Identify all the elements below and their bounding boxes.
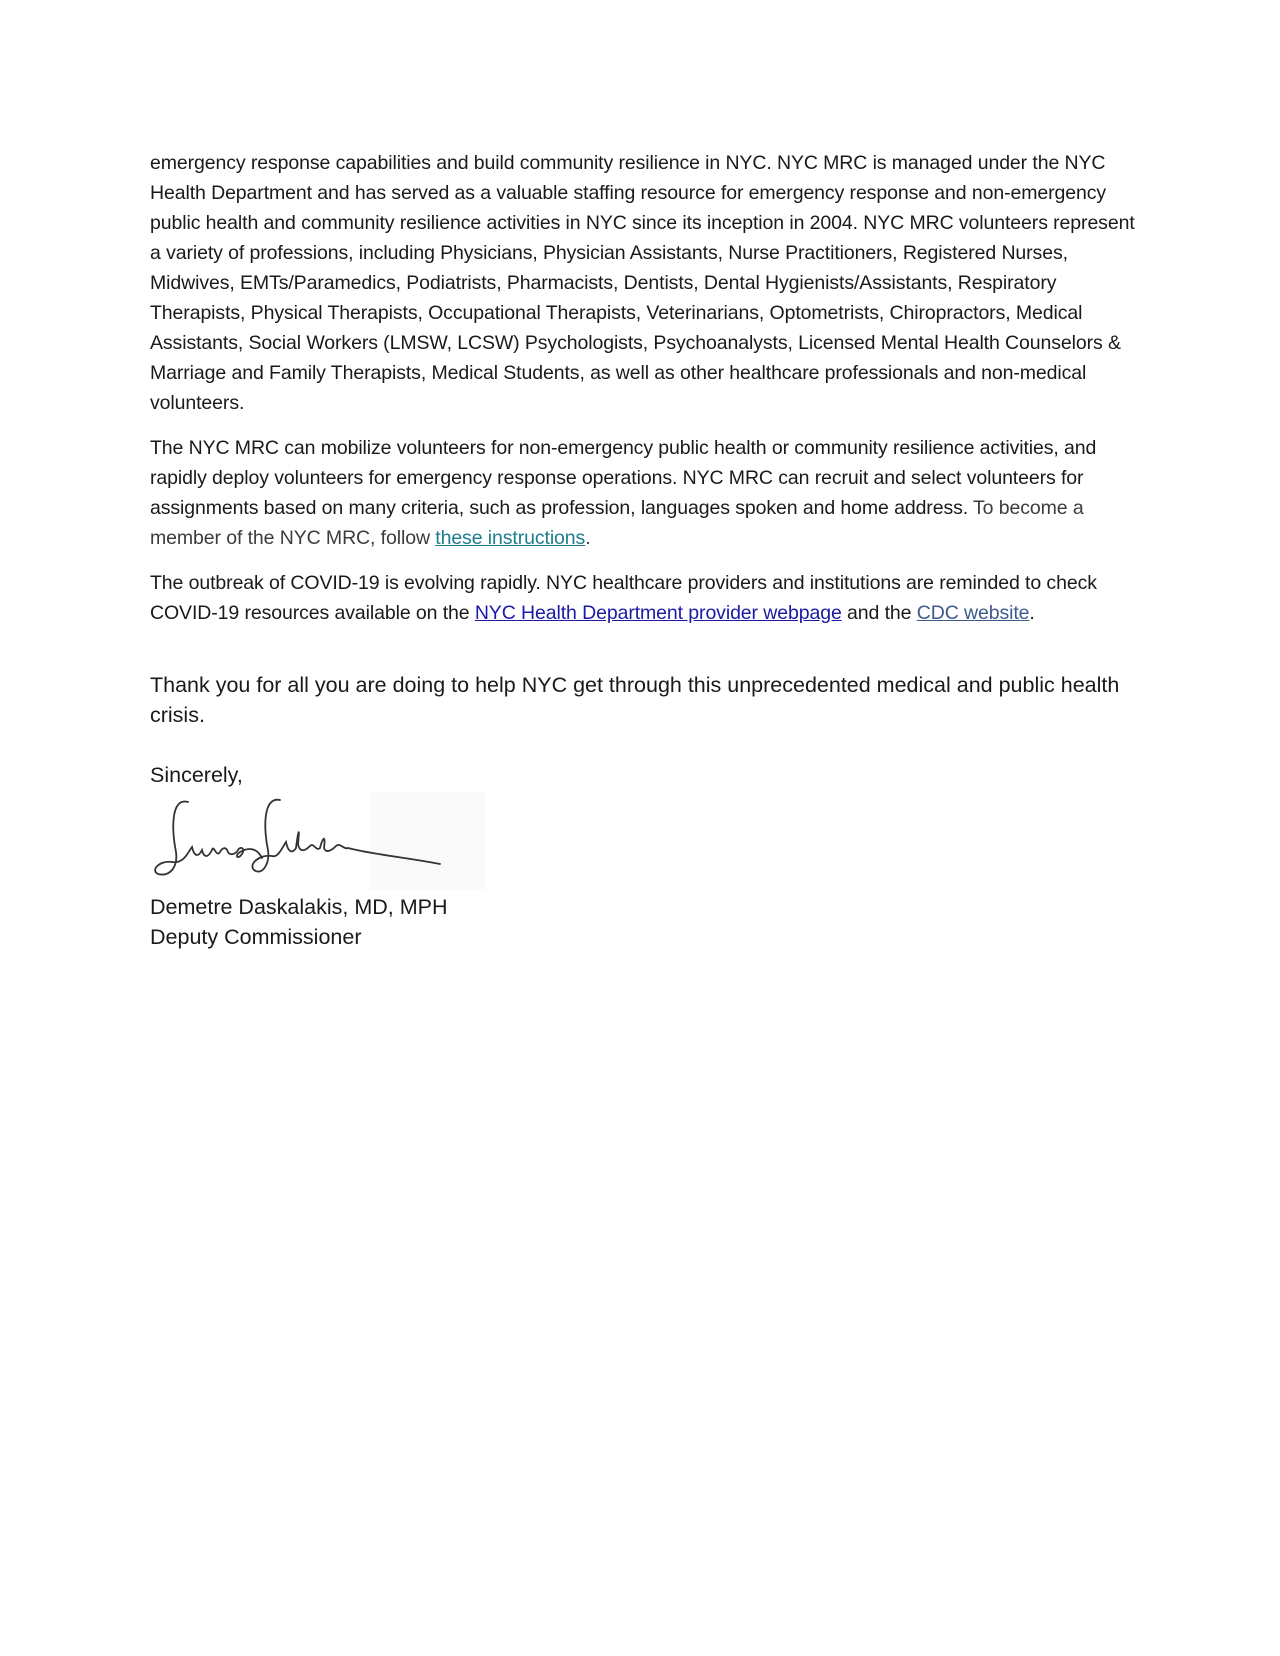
these-instructions-link[interactable]: these instructions [435, 527, 586, 549]
letter-body [150, 148, 1140, 952]
nyc-health-provider-link[interactable]: NYC Health Department provider webpage [474, 602, 842, 624]
paragraph-covid [150, 568, 1140, 628]
cdc-website-link[interactable]: CDC website [916, 602, 1030, 624]
covid-text: The outbreak of COVID-19 is evolving rapidly. NYC healthcare providers and institutions are reminded to check COVID-19 resources available on the [150, 572, 1097, 624]
signature-image [150, 792, 490, 892]
thank-you-text: Thank you for all you are doing to help NYC get through this unprecedented medical and public health crisis. [150, 673, 1120, 727]
period: . [1029, 602, 1035, 624]
period: . [585, 527, 591, 549]
signer-name: Demetre Daskalakis, MD, MPH [150, 895, 448, 919]
membership-text: To become a member of the NYC MRC, follow [150, 497, 1084, 549]
closing-salutation: Sincerely, [150, 763, 243, 787]
and-the-text: and the [841, 602, 917, 624]
paragraph-mrc-mobilize [150, 433, 1140, 553]
signature-icon [150, 792, 470, 892]
signer-title: Deputy Commissioner [150, 925, 362, 949]
mobilize-text: The NYC MRC can mobilize volunteers for non-emergency public health or community resilience activities, and rapidly deploy volunteers for emergency response operations. NYC MRC can recruit and select volunteers for assignments based on many criteria, such as profession, languages spoken and home address. [150, 437, 1097, 519]
paragraph-mrc-overview: emergency response capabilities and build community resilience in NYC. NYC MRC is managed under the NYC Health Department and has served as a valuable staffing resource for emergency response and non-emergency public health and community resilience activities in NYC since its inception in 2004. NYC MRC volunteers represent a variety of professions, including Physicians, Physician Assistants, Nurse Practitioners, Registered Nurses, Midwives, EMTs/Paramedics, Podiatrists, Pharmacists, Dentists, Dental Hygienists/Assistants, Respiratory Therapists, Physical Therapists, Occupational Therapists, Veterinarians, Optometrists, Chiropractors, Medical Assistants, Social Workers (LMSW, LCSW) Psychologists, Psychoanalysts, Licensed Mental Health Counselors & Marriage and Family Therapists, Medical Students, as well as other healthcare professionals and non-medical volunteers. [150, 152, 1135, 414]
